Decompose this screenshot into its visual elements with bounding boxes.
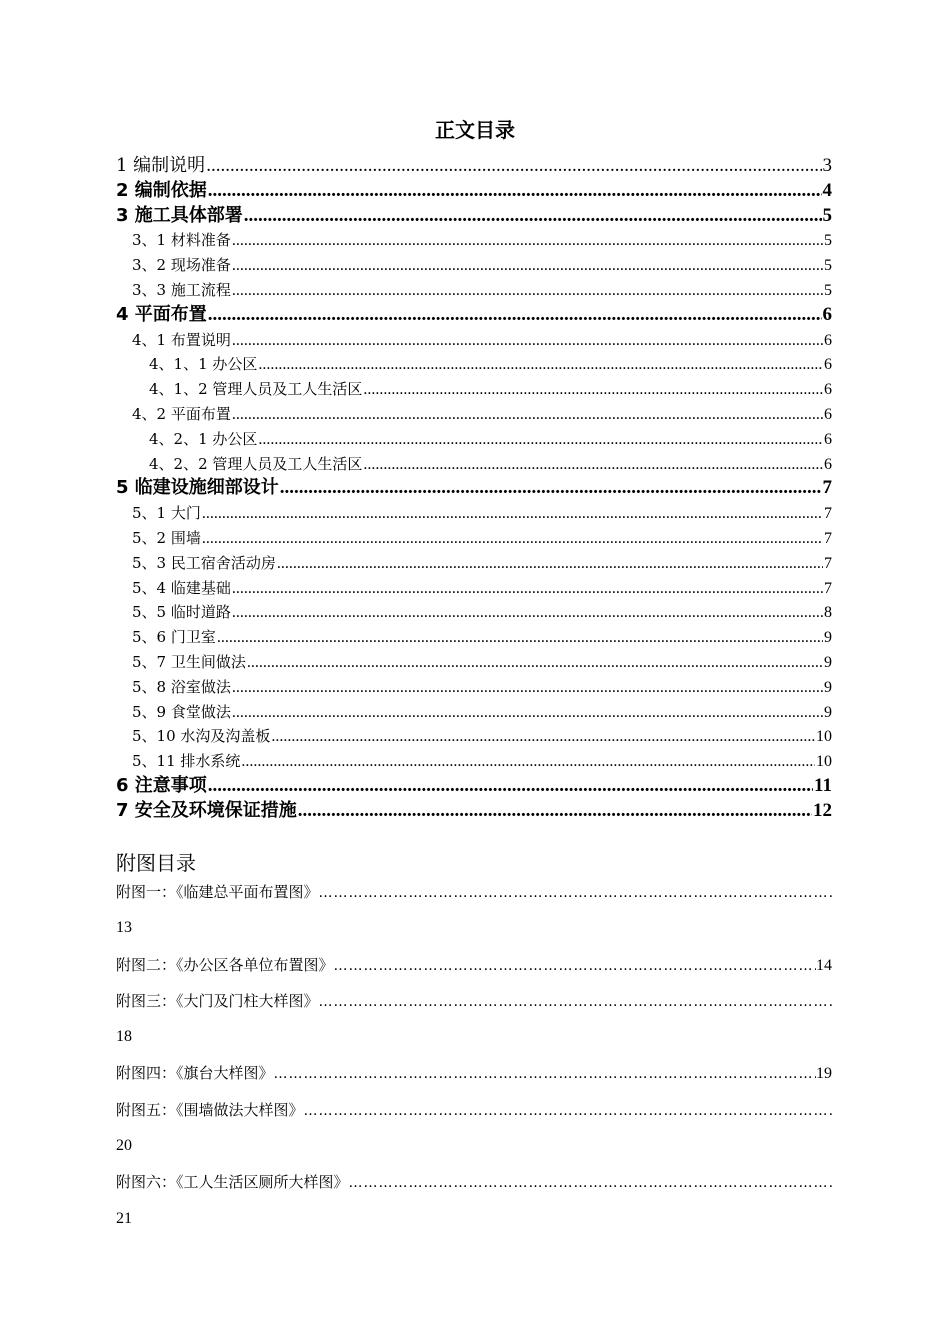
toc-entry[interactable] xyxy=(116,749,832,774)
toc-entry[interactable] xyxy=(116,427,832,452)
toc-dot-leader xyxy=(280,476,822,501)
toc-dot-leader xyxy=(241,750,815,774)
toc-page-number: 6 xyxy=(824,381,832,399)
toc-page-number: 10 xyxy=(816,728,832,746)
toc-dot-leader xyxy=(208,179,822,204)
toc-dot-leader xyxy=(363,453,823,477)
figure-dot-leader xyxy=(349,1165,832,1200)
toc-entry[interactable] xyxy=(116,179,832,204)
toc-page-number: 3 xyxy=(822,155,832,176)
toc-entry-text: 5、5 临时道路 xyxy=(132,603,231,622)
toc-page-number: 5 xyxy=(824,257,832,275)
toc-page-number: 6 xyxy=(822,303,832,325)
figure-dot-leader xyxy=(274,1056,816,1091)
toc-entry[interactable] xyxy=(116,228,832,253)
toc-page-number: 6 xyxy=(824,430,832,448)
toc-page-number: 9 xyxy=(824,653,832,671)
toc-page-number: 9 xyxy=(824,629,832,647)
toc-entry-text: 4、2 平面布置 xyxy=(132,404,231,423)
figure-entry-text: 附图一：《临建总平面布置图》 xyxy=(116,883,319,901)
toc-entry[interactable] xyxy=(116,278,832,303)
toc-entry[interactable] xyxy=(116,526,832,551)
toc-entry-text: 5、7 卫生间做法 xyxy=(132,652,246,671)
toc-entry-text: 3 施工具体部署 xyxy=(116,204,243,226)
figure-page-number: 18 xyxy=(116,1028,132,1046)
toc-dot-leader xyxy=(202,527,823,551)
toc-entry[interactable] xyxy=(116,253,832,278)
toc-page-number: 5 xyxy=(824,281,832,299)
figure-dot-leader xyxy=(304,1093,832,1128)
toc-page-number: 11 xyxy=(814,774,832,796)
toc-page-number: 12 xyxy=(813,799,832,821)
figure-dot-leader xyxy=(319,984,832,1019)
toc-entry[interactable] xyxy=(116,650,832,675)
toc-entry[interactable] xyxy=(116,476,832,501)
toc-dot-leader xyxy=(217,626,823,650)
toc-entry-text: 4 平面布置 xyxy=(116,303,207,325)
toc-page-number: 7 xyxy=(824,554,832,572)
toc-title: 正文目录 xyxy=(435,118,515,142)
figure-page-number: 20 xyxy=(116,1137,132,1155)
toc-page-number: 7 xyxy=(822,477,832,499)
toc-entry[interactable] xyxy=(116,700,832,725)
toc-page-number: 6 xyxy=(824,356,832,374)
toc-page-number: 5 xyxy=(822,204,832,226)
toc-entry[interactable] xyxy=(116,352,832,377)
toc-dot-leader xyxy=(202,502,823,526)
toc-entry-text: 5、6 门卫室 xyxy=(132,628,216,647)
toc-entry-text: 5、10 水沟及沟盖板 xyxy=(132,727,271,746)
toc-page-number: 9 xyxy=(824,703,832,721)
toc-dot-leader xyxy=(298,799,812,824)
toc-dot-leader xyxy=(244,204,822,229)
toc-entry-text: 4、1、1 办公区 xyxy=(149,355,258,374)
toc-entry-text: 5、3 民工宿舍活动房 xyxy=(132,553,276,572)
toc-dot-leader xyxy=(208,774,813,799)
figure-entry[interactable] xyxy=(116,1092,832,1128)
toc-dot-leader xyxy=(232,577,823,601)
toc-entry-text: 5、11 排水系统 xyxy=(132,752,241,771)
toc-dot-leader xyxy=(247,651,823,675)
toc-entry-text: 1 编制说明 xyxy=(116,155,206,176)
figure-entry[interactable] xyxy=(116,947,832,983)
toc-page-number: 7 xyxy=(824,505,832,523)
toc-page-number: 6 xyxy=(824,455,832,473)
toc-entry-text: 4、2、2 管理人员及工人生活区 xyxy=(149,454,363,473)
figure-entry-text: 附图二：《办公区各单位布置图》 xyxy=(116,955,334,974)
toc-dot-leader xyxy=(232,254,823,278)
toc-page-number: 4 xyxy=(822,179,832,201)
toc-entry-text: 2 编制依据 xyxy=(116,179,207,201)
toc-entry-text: 3、2 现场准备 xyxy=(132,256,231,275)
figure-entry-text: 附图五：《围墙做法大样图》 xyxy=(116,1100,304,1119)
toc-dot-leader xyxy=(363,378,823,402)
figure-entry[interactable] xyxy=(116,983,832,1019)
toc-entry[interactable] xyxy=(116,402,832,427)
figure-entry-text: 附图六：《工人生活区厕所大样图》 xyxy=(116,1173,349,1192)
toc-page-number: 9 xyxy=(824,678,832,696)
toc-entry[interactable] xyxy=(116,452,832,477)
toc-entry-text: 4、1 布置说明 xyxy=(132,330,231,349)
toc-dot-leader xyxy=(232,279,823,303)
figures-title: 附图目录 xyxy=(116,851,196,875)
toc-dot-leader xyxy=(277,552,823,576)
toc-entry[interactable] xyxy=(116,675,832,700)
toc-dot-leader xyxy=(208,303,822,328)
toc-page-number: 10 xyxy=(816,753,832,771)
toc-entry-text: 5、8 浴室做法 xyxy=(132,677,231,696)
toc-page-number: 6 xyxy=(824,405,832,423)
figure-dot-leader xyxy=(319,875,832,910)
toc-entry[interactable] xyxy=(116,625,832,650)
toc-dot-leader xyxy=(232,229,823,253)
figure-page-number: 21 xyxy=(116,1209,132,1227)
toc-entry[interactable] xyxy=(116,551,832,576)
figure-entry[interactable] xyxy=(116,874,832,910)
toc-entry-text: 5 临建设施细部设计 xyxy=(116,477,279,499)
toc-entry[interactable] xyxy=(116,799,832,824)
toc-entry[interactable] xyxy=(116,576,832,601)
toc-entry[interactable] xyxy=(116,154,832,179)
figure-dot-leader xyxy=(334,948,816,983)
figure-entry[interactable] xyxy=(116,1055,832,1091)
toc-page-number: 7 xyxy=(824,529,832,547)
toc-entry[interactable] xyxy=(116,328,832,353)
toc-dot-leader xyxy=(232,701,823,725)
toc-entry[interactable] xyxy=(116,600,832,625)
toc-entry-text: 3、1 材料准备 xyxy=(132,231,231,250)
toc-entry-text: 5、9 食堂做法 xyxy=(132,702,231,721)
toc-entry[interactable] xyxy=(116,303,832,328)
toc-entry-text: 5、2 围墙 xyxy=(132,528,201,547)
toc-dot-leader xyxy=(232,329,823,353)
toc-entry[interactable] xyxy=(116,501,832,526)
figure-page-number: 13 xyxy=(116,919,132,937)
toc-page-number: 6 xyxy=(824,331,832,349)
toc-entry-text: 4、2、1 办公区 xyxy=(149,429,258,448)
figure-entry[interactable] xyxy=(116,1164,832,1200)
toc-page-number: 7 xyxy=(824,579,832,597)
toc-page-number: 5 xyxy=(824,232,832,250)
toc-dot-leader xyxy=(258,353,823,377)
figures-list xyxy=(116,874,832,1237)
toc-entry-text: 4、1、2 管理人员及工人生活区 xyxy=(149,380,363,399)
toc-dot-leader xyxy=(206,154,821,179)
toc-entry-text: 6 注意事项 xyxy=(116,774,207,796)
toc-entry[interactable] xyxy=(116,204,832,229)
toc-entry-text: 7 安全及环境保证措施 xyxy=(116,799,297,821)
toc-entry-text: 3、3 施工流程 xyxy=(132,280,231,299)
toc-entry-text: 5、1 大门 xyxy=(132,504,201,523)
figure-entry-text: 附图四：《旗台大样图》 xyxy=(116,1064,274,1083)
toc-page-number: 8 xyxy=(824,604,832,622)
toc-dot-leader xyxy=(232,676,823,700)
toc-dot-leader xyxy=(232,403,823,427)
toc-entry[interactable] xyxy=(116,377,832,402)
figure-page-number: 14 xyxy=(816,956,832,974)
figure-entry-text: 附图三：《大门及门柱大样图》 xyxy=(116,991,319,1010)
toc-list xyxy=(116,154,832,824)
toc-dot-leader xyxy=(271,725,815,749)
figure-page-number: 19 xyxy=(816,1065,832,1083)
toc-entry[interactable] xyxy=(116,724,832,749)
toc-dot-leader xyxy=(258,428,823,452)
toc-entry[interactable] xyxy=(116,774,832,799)
toc-entry-text: 5、4 临建基础 xyxy=(132,578,231,597)
toc-dot-leader xyxy=(232,601,823,625)
